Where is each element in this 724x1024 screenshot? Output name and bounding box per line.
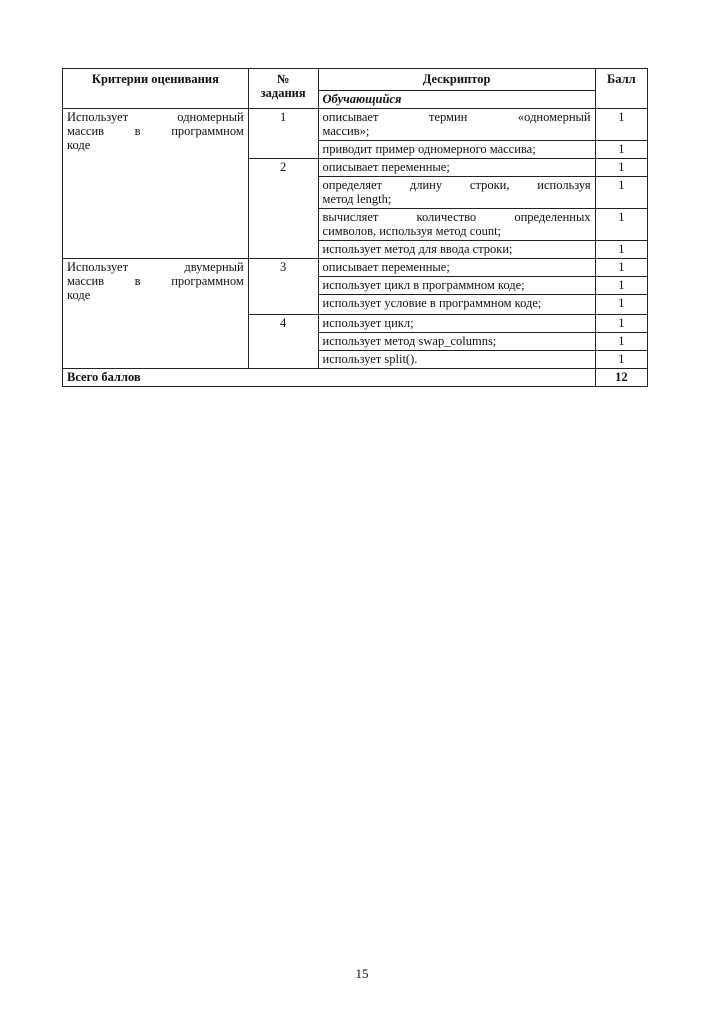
score-cell: 1 [595,159,647,177]
criterion-2-line-2: массив в программном [67,274,244,288]
descriptor-cell: приводит пример одномерного массива; [318,141,595,159]
task-number-3: 3 [248,259,318,315]
table-header-row [63,69,648,91]
descriptor-text-line: вычисляет количество определенных [322,210,591,224]
criterion-2-line-3: коде [67,288,91,302]
score-cell: 1 [595,209,647,241]
descriptor-cell: использует условие в программном коде; [318,295,595,315]
criterion-1-line-3: коде [67,138,91,152]
descriptor-cell: использует метод для ввода строки; [318,241,595,259]
table-row [63,259,648,277]
criterion-1-line-1: Использует одномерный [67,110,244,124]
total-value: 12 [595,369,647,387]
score-cell: 1 [595,295,647,315]
header-score: Балл [595,69,647,109]
table-row [63,109,648,141]
assessment-rubric-table [62,68,648,387]
score-cell: 1 [595,177,647,209]
descriptor-cell: использует split(). [318,351,595,369]
score-cell: 1 [595,109,647,141]
header-task-number-word: задания [260,86,306,100]
score-cell: 1 [595,277,647,295]
descriptor-cell [318,109,595,141]
header-criteria: Критерии оценивания [63,69,249,109]
descriptor-text-line: определяет длину строки, используя [322,178,591,192]
score-cell: 1 [595,333,647,351]
descriptor-cell: использует метод swap_columns; [318,333,595,351]
task-number-1: 1 [248,109,318,159]
total-row [63,369,648,387]
score-cell: 1 [595,141,647,159]
criterion-2-line-1: Использует двумерный [67,260,244,274]
header-descriptor: Дескриптор [318,69,595,91]
page-number: 15 [355,966,369,981]
criterion-cell-1 [63,109,249,259]
task-number-2: 2 [248,159,318,259]
task-number-4: 4 [248,315,318,369]
descriptor-cell: описывает переменные; [318,259,595,277]
header-task-number-symbol: № [276,72,290,86]
header-task-number [248,69,318,109]
descriptor-text-line: описывает термин «одномерный [322,110,591,124]
criterion-cell-2 [63,259,249,369]
score-cell: 1 [595,241,647,259]
descriptor-text-line: метод length; [322,192,392,206]
score-cell: 1 [595,315,647,333]
criterion-1-line-2: массив в программном [67,124,244,138]
descriptor-text-line: массив»; [322,124,370,138]
descriptor-cell [318,177,595,209]
descriptor-cell [318,209,595,241]
descriptor-cell: использует цикл в программном коде; [318,277,595,295]
descriptor-cell: описывает переменные; [318,159,595,177]
descriptor-cell: использует цикл; [318,315,595,333]
score-cell: 1 [595,351,647,369]
score-cell: 1 [595,259,647,277]
descriptor-text-line: символов, используя метод count; [322,224,502,238]
total-label: Всего баллов [63,369,596,387]
header-learner-label: Обучающийся [318,91,595,109]
